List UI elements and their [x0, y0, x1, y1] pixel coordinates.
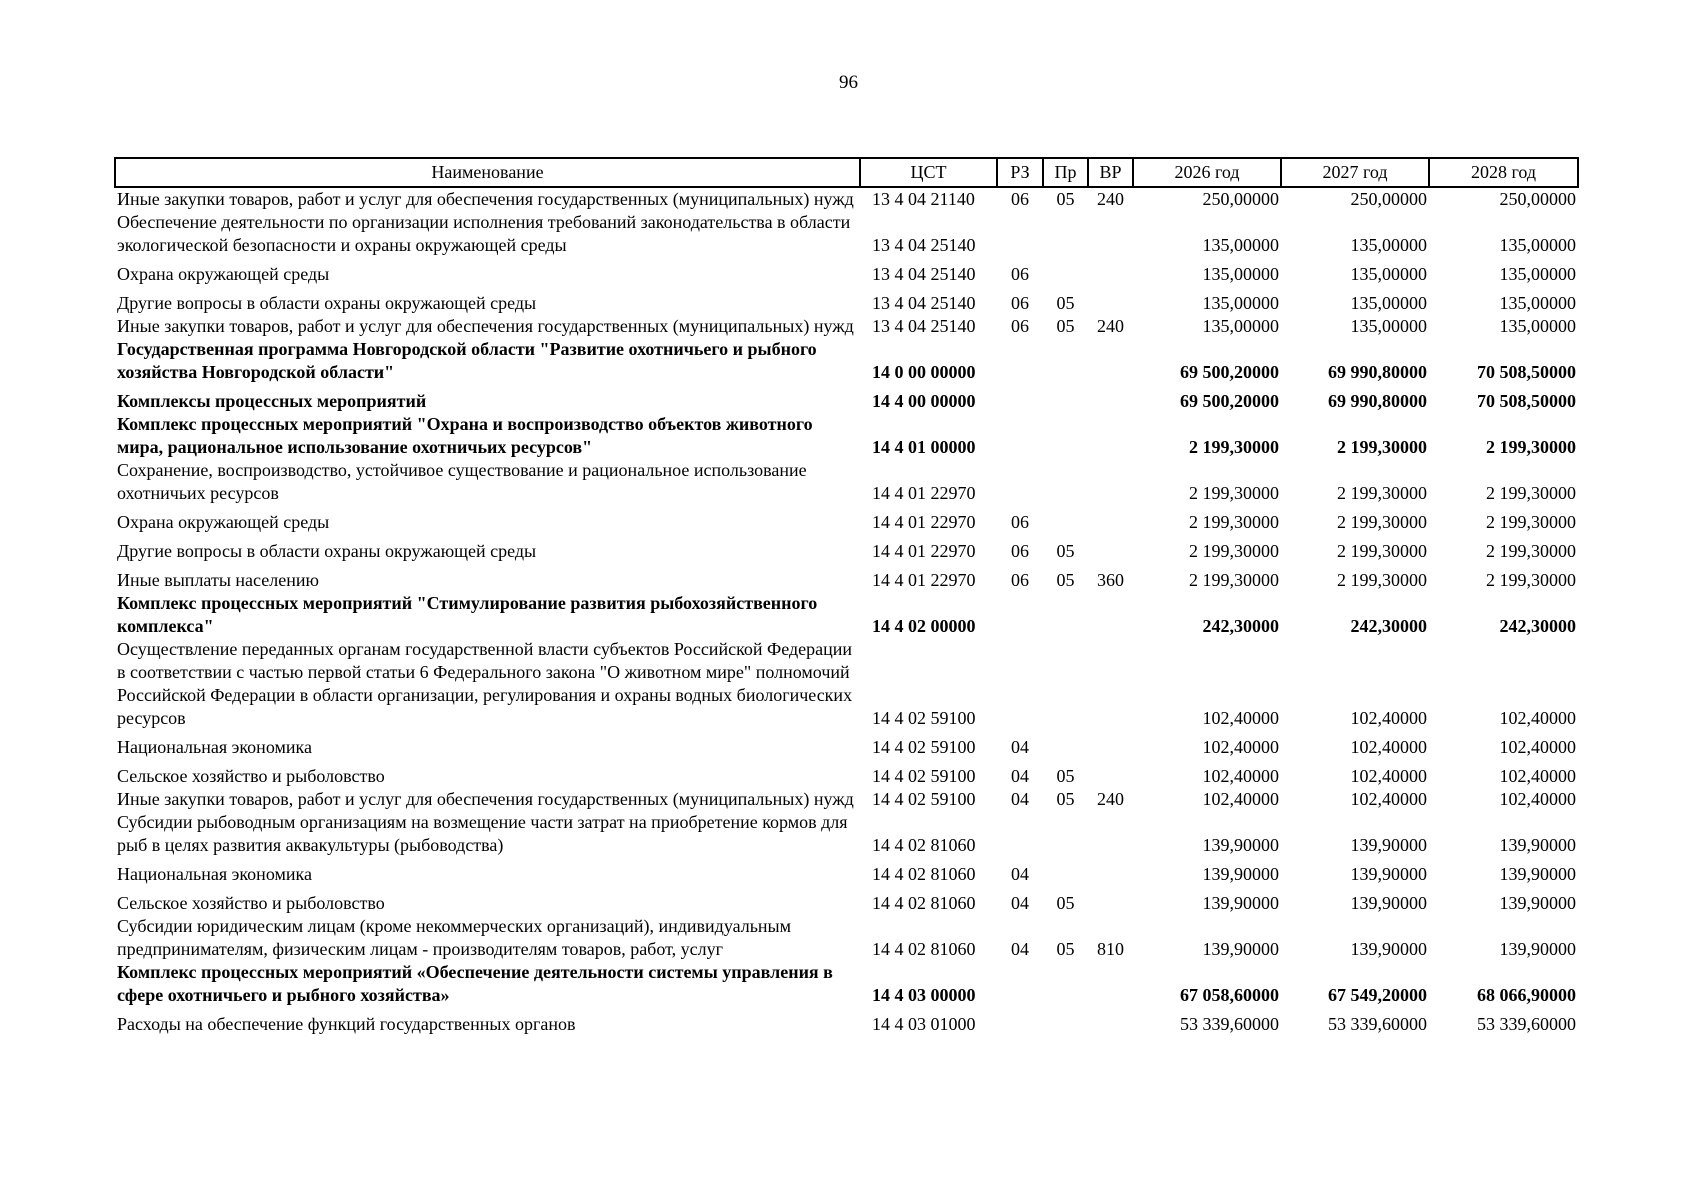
row-value-2027: 102,40000	[1350, 708, 1427, 728]
row-rz	[997, 811, 1043, 857]
row-name: Иные закупки товаров, работ и услуг для обеспечения государственных (муниципальных) нужд	[117, 316, 854, 336]
row-value-2026: 102,40000	[1202, 789, 1279, 809]
header-2028: 2028 год	[1429, 158, 1578, 187]
row-name: Осуществление переданных органам государственной власти субъектов Российской Федерации в соответствии с частью первой статьи 6 Федерального закона "О животном мире" полномочий Российской Федерации в области организации, регулирования и охраны водных биологических ресурсов	[117, 639, 853, 728]
row-vr: 240	[1097, 789, 1124, 809]
row-vr	[1088, 1007, 1133, 1036]
row-name: Комплекс процессных мероприятий «Обеспечение деятельности системы управления в сфере охотничьего и рыбного хозяйства»	[117, 962, 833, 1005]
row-vr	[1088, 811, 1133, 857]
row-value-2027: 102,40000	[1350, 789, 1427, 809]
row-pr	[1043, 638, 1088, 730]
row-cst: 14 4 02 59100	[872, 789, 976, 809]
row-value-2028: 102,40000	[1499, 789, 1576, 809]
row-value-2026: 139,90000	[1202, 864, 1279, 884]
row-value-2026: 2 199,30000	[1189, 437, 1279, 457]
row-pr	[1043, 413, 1088, 459]
row-rz	[997, 413, 1043, 459]
row-pr: 05	[1056, 789, 1075, 809]
row-cst: 13 4 04 25140	[872, 264, 976, 284]
row-value-2028: 139,90000	[1499, 835, 1576, 855]
row-value-2027: 250,00000	[1350, 189, 1427, 209]
row-value-2028: 2 199,30000	[1486, 541, 1576, 561]
row-cst: 14 4 02 00000	[872, 616, 976, 636]
row-value-2026: 53 339,60000	[1180, 1014, 1279, 1034]
row-rz	[997, 1007, 1043, 1036]
row-cst: 14 4 02 81060	[872, 893, 976, 913]
table-header-row	[115, 158, 1578, 187]
page-number: 96	[839, 72, 858, 93]
row-value-2026: 2 199,30000	[1189, 541, 1279, 561]
row-name: Национальная экономика	[117, 864, 312, 884]
row-value-2027: 135,00000	[1350, 264, 1427, 284]
row-cst: 14 4 00 00000	[872, 391, 976, 411]
row-name: Национальная экономика	[117, 737, 312, 757]
row-value-2028: 242,30000	[1499, 616, 1576, 636]
row-vr	[1088, 886, 1133, 915]
row-rz	[997, 961, 1043, 1007]
header-rz: РЗ	[997, 158, 1043, 187]
table-row	[115, 563, 1578, 592]
row-pr	[1043, 257, 1088, 286]
row-name: Государственная программа Новгородской области "Развитие охотничьего и рыбного хозяйства Новгородской области"	[117, 339, 817, 382]
row-value-2027: 2 199,30000	[1337, 437, 1427, 457]
row-value-2027: 139,90000	[1350, 893, 1427, 913]
table-row	[115, 915, 1578, 961]
row-rz: 06	[1011, 293, 1029, 313]
row-name: Комплексы процессных мероприятий	[117, 391, 427, 411]
row-rz: 04	[1011, 789, 1029, 809]
table-row	[115, 961, 1578, 1007]
row-value-2027: 135,00000	[1350, 235, 1427, 255]
row-name: Сохранение, воспроизводство, устойчивое существование и рациональное использование охотничьих ресурсов	[117, 460, 807, 503]
table-row	[115, 534, 1578, 563]
table-row	[115, 759, 1578, 788]
row-value-2027: 2 199,30000	[1337, 512, 1427, 532]
row-pr: 05	[1056, 316, 1075, 336]
row-vr	[1088, 730, 1133, 759]
row-value-2026: 67 058,60000	[1180, 985, 1279, 1005]
row-value-2028: 135,00000	[1499, 264, 1576, 284]
row-rz	[997, 459, 1043, 505]
row-pr: 05	[1056, 541, 1075, 561]
row-pr	[1043, 811, 1088, 857]
row-value-2027: 2 199,30000	[1337, 541, 1427, 561]
header-name: Наименование	[115, 158, 860, 187]
row-vr	[1088, 534, 1133, 563]
row-value-2028: 68 066,90000	[1477, 985, 1576, 1005]
row-pr	[1043, 459, 1088, 505]
row-vr	[1088, 961, 1133, 1007]
row-vr	[1088, 413, 1133, 459]
row-rz: 06	[1011, 264, 1029, 284]
table-row	[115, 187, 1578, 211]
row-name: Комплекс процессных мероприятий "Охрана и воспроизводство объектов животного мира, рациональное использование охотничьих ресурсов"	[117, 414, 813, 457]
row-value-2027: 139,90000	[1350, 835, 1427, 855]
row-rz	[997, 592, 1043, 638]
table-row	[115, 257, 1578, 286]
row-value-2028: 2 199,30000	[1486, 483, 1576, 503]
row-pr	[1043, 384, 1088, 413]
table-row	[115, 857, 1578, 886]
row-rz: 06	[1011, 541, 1029, 561]
row-value-2027: 102,40000	[1350, 766, 1427, 786]
row-rz	[997, 384, 1043, 413]
row-name: Иные закупки товаров, работ и услуг для обеспечения государственных (муниципальных) нужд	[117, 789, 854, 809]
row-value-2028: 53 339,60000	[1477, 1014, 1576, 1034]
row-value-2026: 139,90000	[1202, 939, 1279, 959]
row-cst: 13 4 04 21140	[872, 189, 975, 209]
row-value-2026: 135,00000	[1202, 293, 1279, 313]
row-value-2028: 139,90000	[1499, 864, 1576, 884]
row-value-2027: 242,30000	[1350, 616, 1427, 636]
row-cst: 14 4 03 00000	[872, 985, 976, 1005]
row-value-2028: 2 199,30000	[1486, 512, 1576, 532]
row-vr	[1088, 257, 1133, 286]
row-name: Другие вопросы в области охраны окружающей среды	[117, 293, 537, 313]
row-cst: 14 4 02 81060	[872, 835, 976, 855]
row-name: Расходы на обеспечение функций государственных органов	[117, 1014, 576, 1034]
table-row	[115, 1007, 1578, 1036]
header-2026: 2026 год	[1133, 158, 1281, 187]
row-vr	[1088, 759, 1133, 788]
row-value-2026: 2 199,30000	[1189, 512, 1279, 532]
row-cst: 13 4 04 25140	[872, 235, 976, 255]
row-vr	[1088, 857, 1133, 886]
row-value-2028: 135,00000	[1499, 316, 1576, 336]
row-cst: 14 4 02 59100	[872, 766, 976, 786]
row-value-2027: 135,00000	[1350, 293, 1427, 313]
row-rz: 04	[1011, 893, 1029, 913]
row-rz: 06	[1011, 512, 1029, 532]
row-value-2027: 102,40000	[1350, 737, 1427, 757]
row-cst: 14 4 02 81060	[872, 939, 976, 959]
table-row	[115, 315, 1578, 338]
row-rz	[997, 338, 1043, 384]
row-name: Иные выплаты населению	[117, 570, 319, 590]
table-body	[115, 187, 1578, 1036]
row-cst: 14 4 02 59100	[872, 708, 976, 728]
row-value-2028: 135,00000	[1499, 293, 1576, 313]
row-rz: 04	[1011, 864, 1029, 884]
table-row	[115, 384, 1578, 413]
row-cst: 14 4 01 22970	[872, 541, 976, 561]
row-value-2027: 2 199,30000	[1337, 570, 1427, 590]
row-value-2028: 2 199,30000	[1486, 437, 1576, 457]
row-value-2026: 135,00000	[1202, 235, 1279, 255]
row-vr	[1088, 592, 1133, 638]
table-row	[115, 459, 1578, 505]
row-value-2027: 69 990,80000	[1328, 362, 1427, 382]
row-value-2027: 135,00000	[1350, 316, 1427, 336]
row-vr	[1088, 505, 1133, 534]
row-rz: 04	[1011, 939, 1029, 959]
row-value-2026: 2 199,30000	[1189, 483, 1279, 503]
row-value-2026: 139,90000	[1202, 893, 1279, 913]
row-vr: 810	[1097, 939, 1124, 959]
row-value-2026: 102,40000	[1202, 737, 1279, 757]
row-value-2026: 2 199,30000	[1189, 570, 1279, 590]
row-name: Иные закупки товаров, работ и услуг для обеспечения государственных (муниципальных) нужд	[117, 189, 854, 209]
row-cst: 14 4 01 22970	[872, 483, 976, 503]
row-pr	[1043, 857, 1088, 886]
row-value-2027: 53 339,60000	[1328, 1014, 1427, 1034]
row-cst: 14 4 02 59100	[872, 737, 976, 757]
table-row	[115, 592, 1578, 638]
row-value-2028: 102,40000	[1499, 708, 1576, 728]
row-rz: 06	[1011, 316, 1029, 336]
row-value-2028: 102,40000	[1499, 737, 1576, 757]
row-pr	[1043, 592, 1088, 638]
row-pr: 05	[1056, 570, 1075, 590]
row-cst: 14 4 01 22970	[872, 570, 976, 590]
row-vr	[1088, 459, 1133, 505]
table-row	[115, 211, 1578, 257]
row-name: Сельское хозяйство и рыболовство	[117, 766, 385, 786]
row-vr	[1088, 384, 1133, 413]
table-row	[115, 811, 1578, 857]
row-name: Обеспечение деятельности по организации исполнения требований законодательства в области экологической безопасности и охраны окружающей среды	[117, 212, 851, 255]
row-vr	[1088, 338, 1133, 384]
row-pr	[1043, 505, 1088, 534]
row-value-2026: 242,30000	[1202, 616, 1279, 636]
row-cst: 13 4 04 25140	[872, 316, 976, 336]
row-pr: 05	[1056, 189, 1075, 209]
table-row	[115, 413, 1578, 459]
header-pr: Пр	[1043, 158, 1088, 187]
row-value-2028: 250,00000	[1499, 189, 1576, 209]
row-value-2026: 102,40000	[1202, 708, 1279, 728]
table-row	[115, 286, 1578, 315]
row-name: Охрана окружающей среды	[117, 512, 330, 532]
row-value-2026: 102,40000	[1202, 766, 1279, 786]
row-vr	[1088, 211, 1133, 257]
row-cst: 14 4 03 01000	[872, 1014, 976, 1034]
row-vr: 240	[1097, 316, 1124, 336]
row-pr	[1043, 730, 1088, 759]
row-value-2028: 102,40000	[1499, 766, 1576, 786]
row-value-2026: 69 500,20000	[1180, 391, 1279, 411]
header-2027: 2027 год	[1281, 158, 1429, 187]
row-pr: 05	[1056, 939, 1075, 959]
row-value-2028: 135,00000	[1499, 235, 1576, 255]
row-value-2026: 69 500,20000	[1180, 362, 1279, 382]
row-rz: 04	[1011, 766, 1029, 786]
row-vr	[1088, 286, 1133, 315]
row-pr	[1043, 338, 1088, 384]
row-pr: 05	[1056, 893, 1075, 913]
table-row	[115, 730, 1578, 759]
row-pr: 05	[1056, 766, 1075, 786]
row-value-2027: 2 199,30000	[1337, 483, 1427, 503]
row-pr	[1043, 211, 1088, 257]
row-value-2026: 135,00000	[1202, 264, 1279, 284]
row-cst: 14 0 00 00000	[872, 362, 976, 382]
row-rz: 04	[1011, 737, 1029, 757]
row-value-2027: 67 549,20000	[1328, 985, 1427, 1005]
row-cst: 14 4 01 00000	[872, 437, 976, 457]
row-name: Комплекс процессных мероприятий "Стимулирование развития рыбохозяйственного комплекса"	[117, 593, 818, 636]
row-vr: 360	[1097, 570, 1124, 590]
row-pr	[1043, 1007, 1088, 1036]
row-value-2027: 139,90000	[1350, 864, 1427, 884]
row-name: Сельское хозяйство и рыболовство	[117, 893, 385, 913]
row-value-2027: 139,90000	[1350, 939, 1427, 959]
row-vr: 240	[1097, 189, 1124, 209]
row-pr: 05	[1056, 293, 1075, 313]
row-rz	[997, 638, 1043, 730]
table-row	[115, 638, 1578, 730]
table-row	[115, 886, 1578, 915]
row-rz	[997, 211, 1043, 257]
header-cst: ЦСТ	[860, 158, 997, 187]
row-value-2026: 135,00000	[1202, 316, 1279, 336]
header-vr: ВР	[1088, 158, 1133, 187]
row-value-2027: 69 990,80000	[1328, 391, 1427, 411]
row-value-2028: 139,90000	[1499, 939, 1576, 959]
row-value-2028: 70 508,50000	[1477, 391, 1576, 411]
table-row	[115, 338, 1578, 384]
row-name: Другие вопросы в области охраны окружающей среды	[117, 541, 537, 561]
row-value-2026: 250,00000	[1202, 189, 1279, 209]
row-rz: 06	[1011, 570, 1029, 590]
row-cst: 14 4 02 81060	[872, 864, 976, 884]
row-value-2026: 139,90000	[1202, 835, 1279, 855]
row-vr	[1088, 638, 1133, 730]
row-rz: 06	[1011, 189, 1029, 209]
row-pr	[1043, 961, 1088, 1007]
table-row	[115, 788, 1578, 811]
row-value-2028: 2 199,30000	[1486, 570, 1576, 590]
row-name: Охрана окружающей среды	[117, 264, 330, 284]
row-value-2028: 70 508,50000	[1477, 362, 1576, 382]
budget-table	[114, 157, 1579, 1036]
table-row	[115, 505, 1578, 534]
row-name: Субсидии рыбоводным организациям на возмещение части затрат на приобретение кормов для рыб в целях развития аквакультуры (рыбоводства)	[117, 812, 848, 855]
row-value-2028: 139,90000	[1499, 893, 1576, 913]
row-name: Субсидии юридическим лицам (кроме некоммерческих организаций), индивидуальным предпринимателям, физическим лицам - производителям товаров, работ, услуг	[117, 916, 792, 959]
row-cst: 13 4 04 25140	[872, 293, 976, 313]
row-cst: 14 4 01 22970	[872, 512, 976, 532]
